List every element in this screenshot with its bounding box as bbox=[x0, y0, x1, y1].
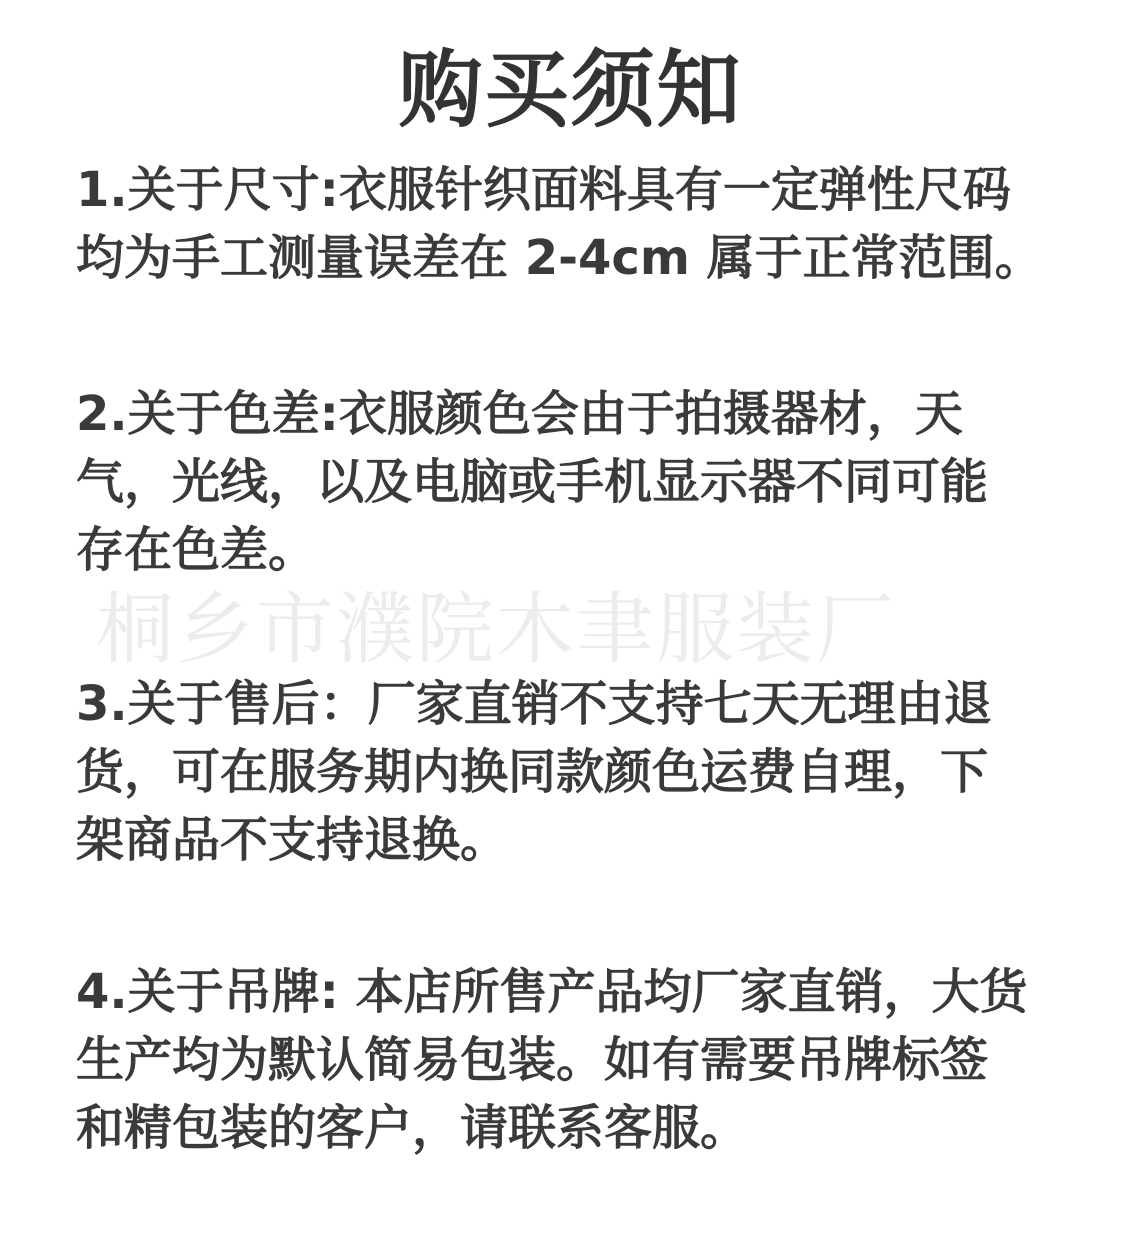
notice-line: 4.关于吊牌: 本店所售产品均厂家直销，大货 bbox=[76, 964, 1028, 1020]
notice-line: 3.关于售后：厂家直销不支持七天无理由退 bbox=[76, 676, 992, 732]
notice-section-tags bbox=[76, 958, 1086, 1162]
notice-line: 均为手工测量误差在 2-4cm 属于正常范围。 bbox=[76, 230, 1043, 286]
notice-section-after-sales bbox=[76, 670, 1086, 874]
notice-line: 存在色差。 bbox=[76, 522, 317, 578]
watermark-text: 桐乡市濮院木聿服装厂 bbox=[96, 585, 897, 675]
notice-line: 1.关于尺寸:衣服针织面料具有一定弹性尺码 bbox=[76, 162, 1011, 218]
notice-section-color-difference bbox=[76, 380, 1086, 584]
notice-line: 生产均为默认简易包装。如有需要吊牌标签 bbox=[76, 1032, 989, 1088]
page-title: 购买须知 bbox=[398, 41, 743, 139]
notice-line: 架商品不支持退换。 bbox=[76, 812, 509, 868]
notice-line: 气，光线，以及电脑或手机显示器不同可能 bbox=[76, 454, 989, 510]
notice-line: 和精包装的客户，请联系客服。 bbox=[76, 1100, 749, 1156]
notice-line: 2.关于色差:衣服颜色会由于拍摄器材，天 bbox=[76, 386, 963, 442]
notice-section-size bbox=[76, 156, 1086, 292]
notice-line: 货，可在服务期内换同款颜色运费自理，下 bbox=[76, 744, 989, 800]
